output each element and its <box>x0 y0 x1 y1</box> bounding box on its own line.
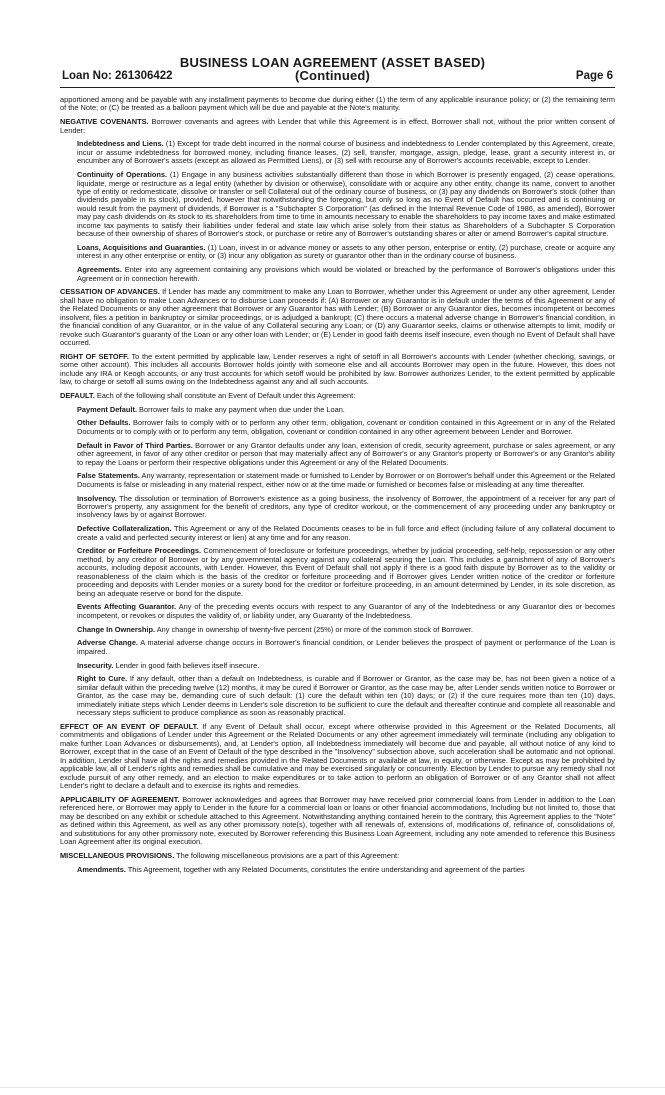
subsection-paragraph <box>77 525 615 542</box>
subsection-paragraph <box>77 140 615 165</box>
paragraph-text: Borrower fails to make any payment when due under the Loan. <box>139 404 345 414</box>
subsection-paragraph <box>77 639 615 656</box>
header-divider <box>60 87 615 88</box>
paragraph-heading: DEFAULT. <box>60 390 95 400</box>
paragraph-heading: Change In Ownership. <box>77 624 156 634</box>
subsection-paragraph <box>77 547 615 598</box>
paragraph-text: Borrower acknowledges and agrees that Borrower may have received prior commercial loans from Lender in addition to the Loan referenced here, or Borrower may apply to Lender in the future for a commercial loan or loans or other financial accommodations, Including but not limited to, those that may be described on any exhibit or schedule attached to this Agreement. Notwithstanding anything contained herein to the contrary, this Agreement applies to the "Note" as defined within this Agreement, as well as any other promissory note(s), together with all renewals of, extensions of, modifications of, refinance of, consolidations of, and substitutions for any other promissory note, executed by Borrower referencing this Business Loan Agreement, including any note amended to reference this Business Loan Agreement after its original execution. <box>60 794 615 847</box>
paragraph-heading: CESSATION OF ADVANCES. <box>60 287 160 297</box>
subsection-paragraph <box>77 442 615 467</box>
paragraph-heading: Insecurity. <box>77 660 114 670</box>
subsection-paragraph <box>77 419 615 436</box>
page-number: Page 6 <box>575 70 613 82</box>
paragraph-text: A material adverse change occurs in Borrower's financial condition, or Lender believes the prospect of payment or performance of the Loan is impaired. <box>77 638 615 656</box>
paragraph-text: Borrower fails to comply with or to perform any other term, obligation, covenant or condition contained in this Agreement or in any of the Related Documents or to comply with or to perform any term, obligation, covenant or condition contained in any other agreement between Lender and Borrower. <box>77 418 615 436</box>
paragraph-heading: Loans, Acquisitions and Guaranties. <box>77 242 206 252</box>
paragraph-text: Each of the following shall constitute an Event of Default under this Agreement: <box>96 390 356 400</box>
subsection-paragraph <box>77 662 615 670</box>
paragraph-text: Lender in good faith believes itself insecure. <box>115 660 260 670</box>
paragraph-heading: Events Affecting Guarantor. <box>77 602 177 612</box>
subsection-paragraph <box>77 495 615 520</box>
paragraph-text: Borrower covenants and agrees with Lender that while this Agreement is in effect, Borrower shall not, without the prior written consent of Lender: <box>60 117 615 135</box>
paragraph-heading: Other Defaults. <box>77 418 131 428</box>
subsection-paragraph <box>77 626 615 634</box>
document-body <box>60 96 615 1071</box>
footer-divider <box>0 1087 665 1088</box>
page-header <box>0 0 665 96</box>
paragraph-heading: Agreements. <box>77 265 122 275</box>
paragraph-text: If any default, other than a default on Indebtedness, is curable and if Borrower or Grantor, as the case may be, has not been given a notice of a similar default within the preceding twelve (12) months, it may be cured if Borrower or Grantor, as the case may be, after Lender sends written notice to Borrower or Grantor, as the case may be, demanding cure of such default: (1) cure the default within ten (10) days; or (2) if the cure requires more than ten (10) days, immediately initiate steps which Lender deems in Lender's sole discretion to be sufficient to cure the default and thereafter continue and complete all reasonable and necessary steps sufficient to produce compliance as soon as reasonably practical. <box>77 674 615 718</box>
paragraph-text: If any Event of Default shall occur, except where otherwise provided in this Agreement or the Related Documents, all commitments and obligations of Lender under this Agreement or the Related Documents or any other agreement immediately will terminate (including any obligation to make further Loan Advances or disbursements), and, at Lender's option, all Indebtedness immediately will become due and payable, all without notice of any kind to Borrower, except that in the case of an Event of Default of the type described in the "Insolvency" subsection above, such acceleration shall be automatic and not optional. In addition, Lender shall have all the rights and remedies provided in the Related Documents or available at law, in equity, or otherwise. Except as may be prohibited by applicable law, all of Lender's rights and remedies shall be cumulative and may be exercised singularly or concurrently. Election by Lender to pursue any remedy shall not exclude pursuit of any other remedy, and an election to make expenditures or to take action to perform an obligation of Borrower or of any Grantor shall not affect Lender's right to declare a default and to exercise its rights and remedies. <box>60 721 615 791</box>
paragraph-heading: Default in Favor of Third Parties. <box>77 440 193 450</box>
paragraph-heading: APPLICABILITY OF AGREEMENT. <box>60 794 180 804</box>
paragraph-text: apportioned among and be payable with any installment payments to become due during either (1) the term of any applicable insurance policy; or (2) the remaining term of the Note; or (C) be treated as a balloon payment which will be due and payable at the Note's maturity. <box>60 96 615 113</box>
paragraph-heading: False Statements. <box>77 471 140 481</box>
paragraph-text: The following miscellaneous provisions are a part of this Agreement: <box>176 850 400 860</box>
paragraph-text: The dissolution or termination of Borrower's existence as a going business, the insolvency of Borrower, the appointment of a receiver for any part of Borrower's property, any assignment for the benefit of creditors, any type of creditor workout, or the commencement of any proceeding under any bankruptcy or insolvency laws by or against Borrower. <box>77 493 615 520</box>
paragraph-heading: Indebtedness and Liens. <box>77 139 164 149</box>
paragraph-text: (1) Loan, invest in or advance money or assets to any other person, enterprise or entity, (2) purchase, create or acquire any interest in any other enterprise or entity, or (3) incur any obligation as surety or guarantor other than in the ordinary course of business. <box>77 242 615 261</box>
paragraph-heading: Payment Default. <box>77 404 137 414</box>
section-paragraph <box>60 392 615 400</box>
paragraph-heading: Insolvency. <box>77 493 117 503</box>
paragraph-text: Enter into any agreement containing any provisions which would be violated or breached by the performance of Borrower's obligations under this Agreement or in connection herewith. <box>77 265 615 283</box>
paragraph-text: This Agreement, together with any Related Documents, constitutes the entire understanding and agreement of the parties <box>127 864 525 874</box>
document-subtitle: (Continued) <box>294 68 371 83</box>
subsection-paragraph <box>77 603 615 620</box>
paragraph-heading: Adverse Change. <box>77 638 138 648</box>
paragraph-heading: Creditor or Forfeiture Proceedings. <box>77 546 201 556</box>
paragraph-heading: Defective Collateralization. <box>77 524 172 534</box>
section-paragraph <box>60 353 615 387</box>
loan-number: Loan No: 261306422 <box>62 70 173 82</box>
document-title: BUSINESS LOAN AGREEMENT (ASSET BASED) <box>179 55 486 70</box>
section-paragraph <box>60 723 615 791</box>
subsection-paragraph <box>77 406 615 414</box>
section-paragraph <box>60 796 615 847</box>
paragraph-text: (1) Except for trade debt incurred in the normal course of business and indebtedness to Lender contemplated by this Agreement, create, incur or assume indebtedness for borrowed money, including finance leases, (2) sell, transfer, mortgage, assign, pledge, lease, grant a security interest in, or encumber any of Borrower's assets (except as allowed as Permitted Liens), or (3) sell with recourse any of Borrower's accounts receivable, except to Lender. <box>77 139 615 166</box>
paragraph-text: If Lender has made any commitment to make any Loan to Borrower, whether under this Agreement or under any other agreement, Lender shall have no obligation to make Loan Advances or to disburse Loan proceeds if: (A) Borrower or any Guarantor is in default under the terms of this Agreement or any of the Related Documents or any other agreement that Borrower or any Guarantor has with Lender; (B) Borrower or any Guarantor dies, becomes incompetent or becomes insolvent, files a petition in bankruptcy or similar proceedings, or is adjudged a bankrupt; (C) there occurs a material adverse change in Borrower's financial condition, in the financial condition of any Guarantor, or in the value of any Collateral securing any Loan; or (D) any Guarantor seeks, claims or otherwise attempts to limit, modify or revoke such Guarantor's guaranty of the Loan or any other loan with Lender; or (E) Lender in good faith deems itself insecure, even though no Event of Default shall have occurred. <box>60 287 615 348</box>
paragraph-heading: Continuity of Operations. <box>77 170 168 180</box>
paragraph-heading: RIGHT OF SETOFF. <box>60 351 129 361</box>
section-paragraph <box>60 118 615 135</box>
paragraph-text: Commencement of foreclosure or forfeiture proceedings, whether by judicial proceeding, self-help, repossession or any other method, by any creditor of Borrower or by any governmental agency against any collateral securing the Loan. This includes a garnishment of any of Borrower's accounts, including deposit accounts, with Lender. However, this Event of Default shall not apply if there is a good faith dispute by Borrower as to the validity or reasonableness of the claim which is the basis of the creditor or forfeiture proceeding and if Borrower gives Lender written notice of the creditor or forfeiture proceeding and deposits with Lender monies or a surety bond for the creditor or forfeiture proceeding, in an amount determined by Lender, in its sole discretion, as being an adequate reserve or bond for the dispute. <box>77 546 615 598</box>
paragraph-text: Any warranty, representation or statement made or furnished to Lender by Borrower or on Borrower's behalf under this Agreement or the Related Documents is false or misleading in any material respect, either now or at the time made or furnished or becomes false or misleading at any time thereafter. <box>77 471 615 489</box>
paragraph-heading: MISCELLANEOUS PROVISIONS. <box>60 850 175 860</box>
section-paragraph <box>60 852 615 860</box>
paragraph-text: Any of the preceding events occurs with respect to any Guarantor of any of the Indebtedness or any Guarantor dies or becomes incompetent, or revokes or disputes the validity of, or liability under, any Guaranty of the Indebtedness. <box>77 602 615 620</box>
paragraph-text: (1) Engage in any business activities substantially different than those in which Borrower is presently engaged, (2) cease operations, liquidate, merge or restructure as a legal entity (whether by division or otherwise), consolidate with or acquire any other entity, change its name, convert to another type of entity or redomesticate, dissolve or transfer or sell Collateral out of the ordinary course of business, or (3) pay any dividends on Borrower's stock (other than dividends payable in its stock), provided, however that notwithstanding the foregoing, but only so long as no Event of Default has occurred and is continuing or would result from the payment of dividends, if Borrower is a "Subchapter S Corporation" (as defined in the Internal Revenue Code of 1986, as amended), Borrower may pay cash dividends on its stock to its shareholders from time to time in amounts necessary to enable the shareholders to pay income taxes and make estimated income tax payments to satisfy their liabilities under federal and state law which arise solely from their status as Shareholders of a Subchapter S Corporation because of their ownership of shares of Borrower's stock, or purchase or retire any of Borrower's outstanding shares or alter or amend Borrower's capital structure. <box>77 170 615 239</box>
paragraph-text: Any change in ownership of twenty-five percent (25%) or more of the common stock of Borrower. <box>156 624 473 634</box>
subsection-paragraph <box>77 266 615 283</box>
paragraph-heading: EFFECT OF AN EVENT OF DEFAULT. <box>60 721 199 731</box>
subsection-paragraph <box>77 244 615 261</box>
section-paragraph <box>60 96 615 113</box>
subsection-paragraph <box>77 675 615 717</box>
subsection-paragraph <box>77 171 615 239</box>
paragraph-text: Borrower or any Grantor defaults under any loan, extension of credit, security agreement, purchase or sales agreement, or any other agreement, in favor of any other creditor or person that may materially affect any of Borrower's or any Grantor's property or Borrower's or any Grantor's ability to repay the Loans or perform their respective obligations under this Agreement or any of the Related Documents. <box>77 440 615 467</box>
paragraph-heading: NEGATIVE COVENANTS. <box>60 117 149 127</box>
subsection-paragraph <box>77 472 615 489</box>
section-paragraph <box>60 288 615 347</box>
paragraph-heading: Amendments. <box>77 864 126 874</box>
subsection-paragraph <box>77 866 615 874</box>
paragraph-text: To the extent permitted by applicable law, Lender reserves a right of setoff in all Borrower's accounts with Lender (whether checking, savings, or some other account). This includes all accounts Borrower holds jointly with someone else and all accounts Borrower may open in the future. However, this does not include any IRA or Keogh accounts, or any trust accounts for which setoff would be prohibited by law. Borrower authorizes Lender, to the extent permitted by applicable law, to charge or setoff all sums owing on the Indebtedness against any and all such accounts. <box>60 351 615 387</box>
paragraph-text: This Agreement or any of the Related Documents ceases to be in full force and effect (including failure of any collateral document to create a valid and perfected security interest or lien) at any time and for any reason. <box>77 524 615 542</box>
paragraph-heading: Right to Cure. <box>77 674 128 684</box>
